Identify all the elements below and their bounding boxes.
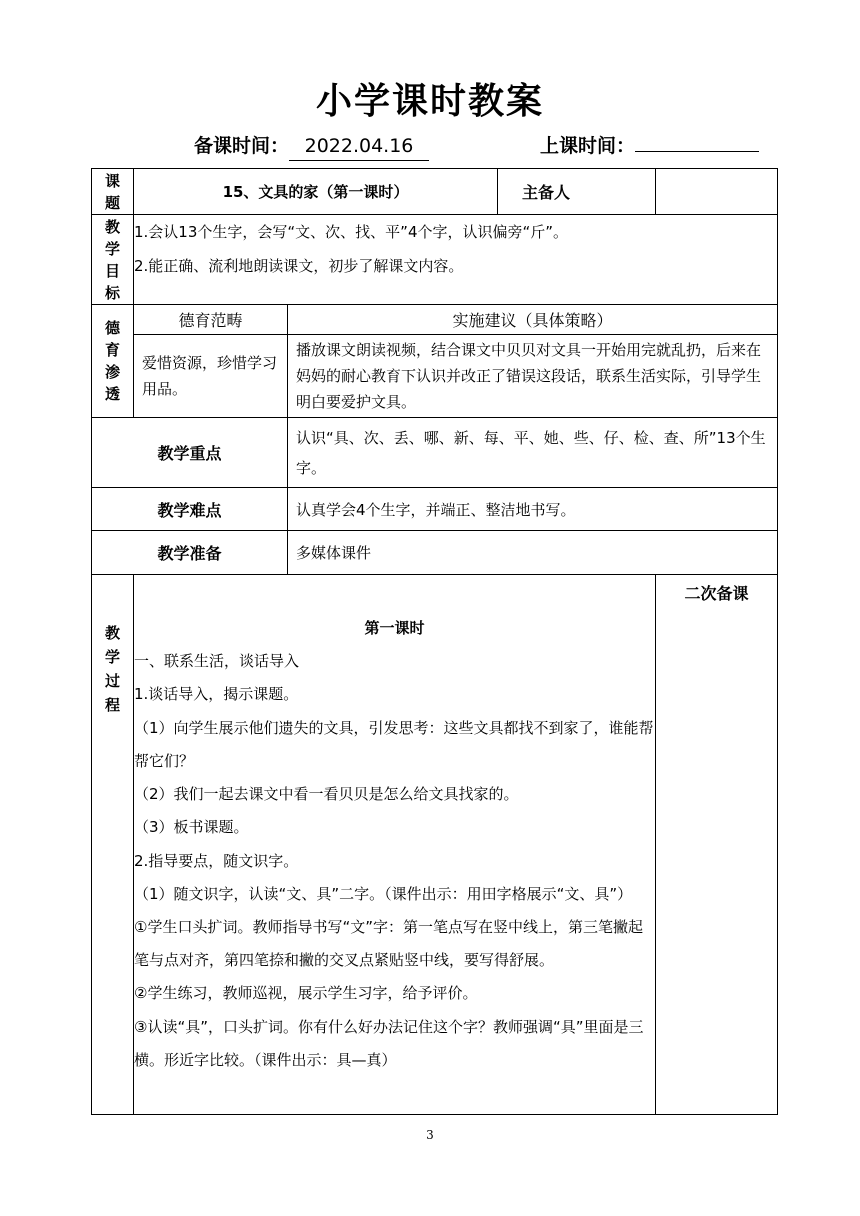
process-heading: 第一课时 [364,619,425,638]
class-time [540,132,759,160]
process-line: 一、联系生活，谈话导入 [134,652,300,671]
preparation-label: 教学准备 [92,531,288,575]
class-time-label: 上课时间： [540,135,636,157]
difficulties-text: 认真学会4个生字，并端正、整洁地书写。 [288,488,778,531]
moral-scope: 爱惜资源，珍惜学习用品。 [134,335,288,418]
process-line: （1）向学生展示他们遗失的文具，引发思考：这些文具都找不到家了，谁能帮帮它们？ [134,718,654,770]
objectives-row [92,215,778,305]
objective-item: 1.会认13个生字，会写“文、次、找、平”4个字，认识偏旁“斤”。 [134,223,569,241]
objective-item: 2.能正确、流利地朗读课文，初步了解课文内容。 [134,257,464,275]
page-number: 3 [426,1128,434,1142]
key-points-label: 教学重点 [92,418,288,488]
key-points-text: 认识“具、次、丢、哪、新、每、平、她、些、仔、检、查、所”13个生字。 [288,418,778,488]
prep-time-label: 备课时间： [194,135,290,157]
lesson-name: 15、文具的家（第一课时） [134,169,498,215]
key-points-row [92,418,778,488]
moral-strategy: 播放课文朗读视频，结合课文中贝贝对文具一开始用完就乱扔，后来在妈妈的耐心教育下认识并改正了错误这段话，联系生活实际，引导学生明白要爱护文具。 [288,335,778,418]
objectives-content [134,215,778,305]
process-line: （2）我们一起去课文中看一看贝贝是怎么给文具找家的。 [134,785,519,804]
moral-scope-header: 德育范畴 [134,305,288,335]
owner-value [656,169,778,215]
page-title: 小学课时教案 [315,81,544,122]
process-line: （3）板书课题。 [134,818,249,837]
prep-time [194,132,429,161]
process-content [134,575,656,1115]
process-row [92,575,778,1115]
preparation-text: 多媒体课件 [288,531,778,575]
moral-content-row [92,335,778,418]
moral-label: 德 育 渗 透 [92,305,134,418]
lesson-row [92,169,778,215]
prep-time-value: 2022.04.16 [289,132,429,161]
process-line: ③认读“具”，口头扩词。你有什么好办法记住这个字？教师强调“具”里面是三横。形近字比较。（课件出示：具—真） [134,1017,644,1069]
preparation-row [92,531,778,575]
lesson-plan-table [91,168,778,1115]
process-line: 2.指导要点，随文识字。 [134,851,299,870]
difficulties-row [92,488,778,531]
process-line: ②学生练习，教师巡视，展示学生习字，给予评价。 [134,984,478,1003]
class-time-value [635,151,759,152]
moral-header-row [92,305,778,335]
owner-label: 主备人 [498,169,656,215]
objectives-label: 教 学 目 标 [92,215,134,305]
process-label: 教 学 过 程 [92,575,134,1115]
moral-strategy-header: 实施建议（具体策略） [288,305,778,335]
lesson-label: 课 题 [92,169,134,215]
process-line: （1）随文识字，认读“文、具”二字。（课件出示：用田字格展示“文、具”） [134,884,633,903]
process-line: 1.谈话导入，揭示课题。 [134,685,299,704]
process-line: ①学生口头扩词。教师指导书写“文”字：第一笔点写在竖中线上，第三笔撇起笔与点对齐，第四笔捺和撇的交叉点紧贴竖中线，要写得舒展。 [134,917,643,970]
difficulties-label: 教学难点 [92,488,288,531]
second-prep-label: 二次备课 [656,575,778,1115]
